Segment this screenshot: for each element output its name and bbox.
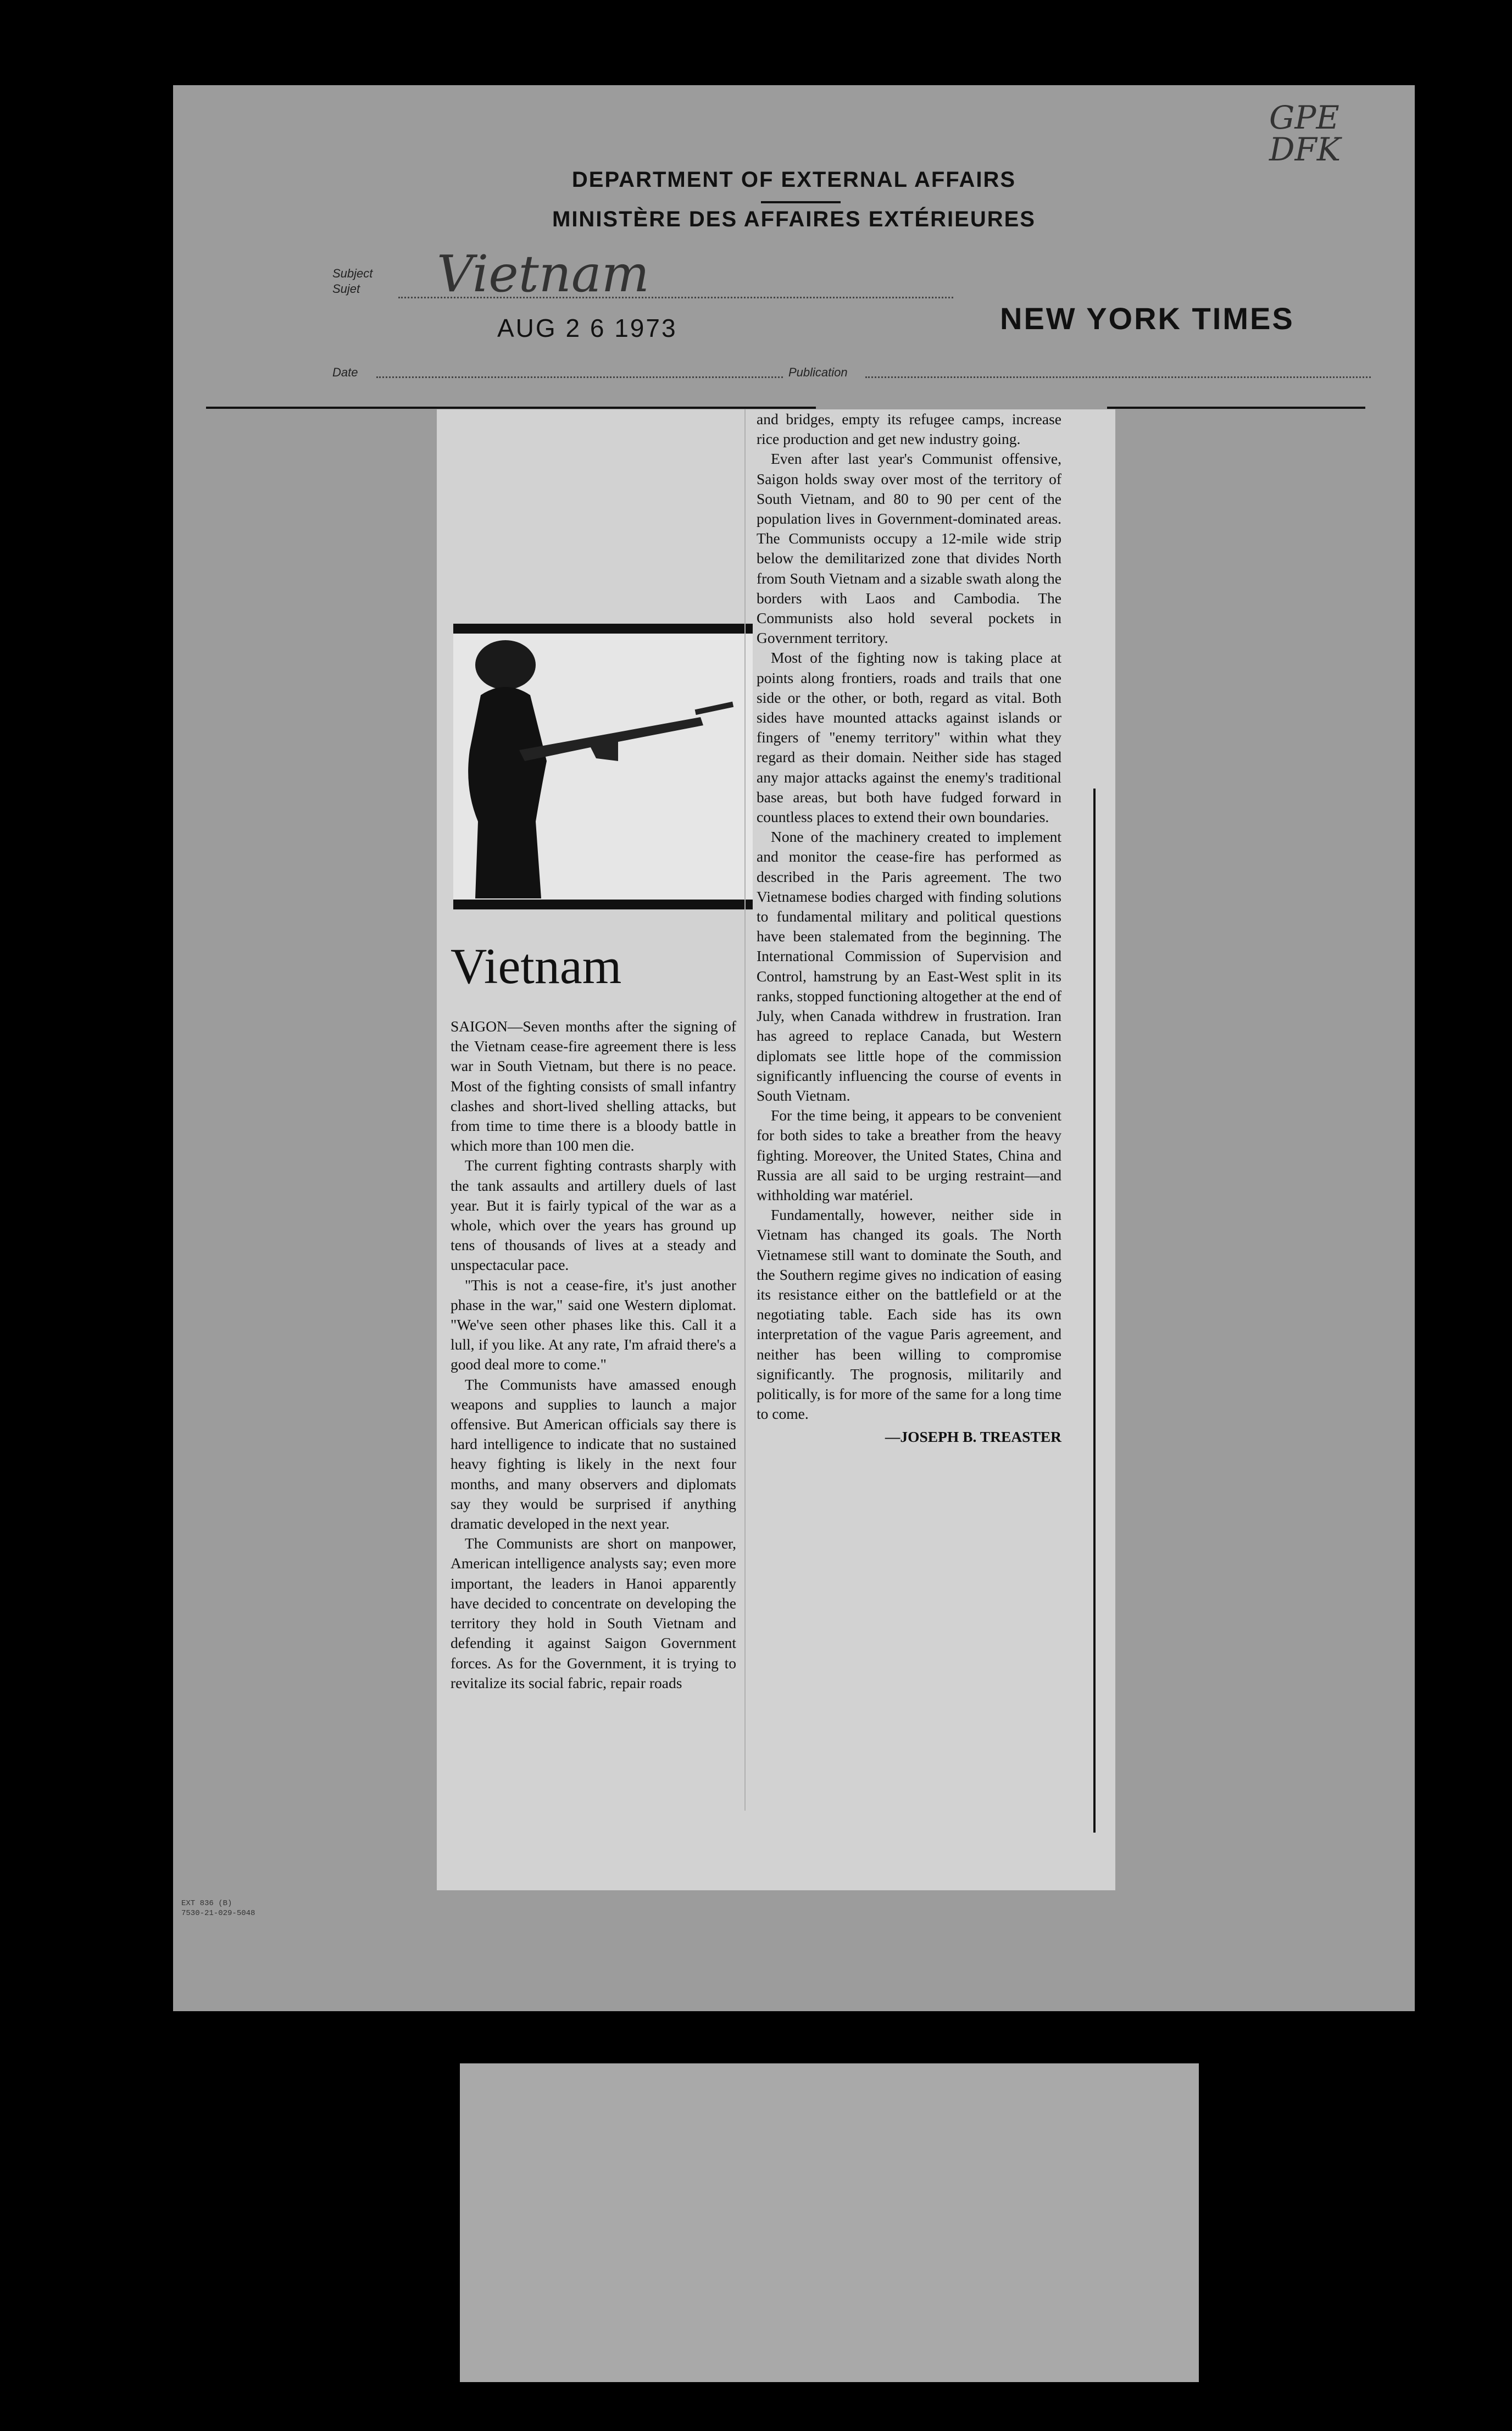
clipping-form-sheet <box>173 85 1415 2011</box>
separator-rule-right <box>1107 407 1365 409</box>
form-number <box>181 1899 255 1918</box>
publication-name: NEW YORK TIMES <box>1000 301 1294 336</box>
article-paragraph: Most of the fighting now is taking place at points along frontiers, roads and trails that one side or the other, or both, regard as vital. Both sides have mounted attacks against islands or fingers of "enemy territory" within what they regard as their domain. Neither side has staged any major attacks against the enemy's traditional base areas, but both have fudged forward in countless places to extend their own boundaries. <box>757 649 1061 826</box>
article-column-2 <box>757 409 1061 1447</box>
photo-bottom-rule <box>453 900 753 909</box>
subject-label-en: Subject <box>332 267 373 280</box>
form-number-line-2: 7530-21-029-5048 <box>181 1909 255 1918</box>
article-paragraph: "This is not a cease-fire, it's just another phase in the war," said one Western diplomat. "We've seen other phases like this. Call it a lull, if you like. At any rate, I'm afraid there's a good deal more to come." <box>451 1276 736 1373</box>
clipping-edge-shadow <box>1093 789 1096 1833</box>
separator-rule-left <box>206 407 816 409</box>
header-divider <box>761 201 841 203</box>
article-byline: —JOSEPH B. TREASTER <box>885 1428 1061 1446</box>
corner-handwritten-note: GPE DFK <box>1269 99 1341 168</box>
date-label: Date <box>332 365 358 379</box>
article-paragraph: Fundamentally, however, neither side in Vietnam has changed its goals. The North Vietnamese still want to dominate the South, and the Southern regime gives no indication of easing its resistance either on the battlefield or at the negotiating table. Each side has its own interpretation of the vague Paris agreement, and neither has been willing to compromise significantly. The prognosis, militarily and politically, is for more of the same for a long time to come. <box>757 1206 1061 1423</box>
soldier-silhouette-icon <box>453 624 753 909</box>
article-paragraph: The current fighting contrasts sharply with the tank assaults and artillery duels of last year. But it is fairly typical of the war as a whole, which over the years has ground up tens of thousands of lives at a steady and unspectacular pace. <box>451 1157 736 1274</box>
soldier-photo <box>453 624 753 909</box>
article-paragraph: The Communists are short on manpower, American intelligence analysts say; even more important, the leaders in Hanoi apparently have decided to concentrate on developing the territory they hold in South Vietnam and defending it against Saigon Government forces. As for the Government, it is trying to revitalize its social fabric, repair roads <box>451 1535 736 1691</box>
column-divider <box>744 409 746 1811</box>
subject-handwritten: Vietnam <box>437 245 650 303</box>
article-paragraph: The Communists have amassed enough weapons and supplies to launch a major offensive. But American officials say there is hard intelligence to indicate that no sustained heavy fighting is likely in the next four months, and many observers and diplomats say they would be surprised if anything dramatic developed in the next year. <box>451 1375 736 1533</box>
article-paragraph: Even after last year's Communist offensive, Saigon holds sway over most of the territory of South Vietnam, and 80 to 90 per cent of the population lives in Government-dominated areas. The Communists occupy a 12-mile wide strip below the demilitarized zone that divides North from South Vietnam and a sizable swath along the borders with Laos and Cambodia. The Communists also hold several pockets in Government territory. <box>757 450 1061 647</box>
subject-line <box>398 297 953 298</box>
date-stamp: AUG 2 6 1973 <box>497 314 677 342</box>
publication-line <box>865 376 1371 378</box>
article-paragraph: and bridges, empty its refugee camps, increase rice production and get new industry going. <box>757 410 1061 448</box>
article-paragraph: None of the machinery created to implement and monitor the cease-fire has performed as described in the Paris agreement. The two Vietnamese bodies charged with finding solutions to fundamental military and political questions have been stalemated from the beginning. The International Commission of Supervision and Control, hamstrung by an East-West split in its ranks, stopped functioning altogether at the end of July, when Canada withdrew in frustration. Iran has agreed to replace Canada, but Western diplomats see little hope of the commission significantly influencing the course of events in South Vietnam. <box>757 828 1061 1104</box>
date-line <box>376 376 783 378</box>
newspaper-clipping <box>437 409 1115 1890</box>
publication-label: Publication <box>788 365 848 379</box>
department-header-fr: MINISTÈRE DES AFFAIRES EXTÉRIEURES <box>552 207 1036 231</box>
blank-slip <box>460 2063 1199 2382</box>
department-header-en: DEPARTMENT OF EXTERNAL AFFAIRS <box>571 168 1016 192</box>
article-headline: Vietnam <box>451 938 622 994</box>
article-column-1 <box>451 1017 736 1693</box>
subject-label-fr: Sujet <box>332 282 360 296</box>
article-paragraph: For the time being, it appears to be convenient for both sides to take a breather from the heavy fighting. Moreover, the United States, China and Russia are all said to be urging restraint—and withholding war matériel. <box>757 1107 1061 1203</box>
article-paragraph: SAIGON—Seven months after the signing of the Vietnam cease-fire agreement there is less war in South Vietnam, but there is no peace. Most of the fighting consists of small infantry clashes and short-lived shelling attacks, but from time to time there is a bloody battle in which more than 100 men die. <box>451 1018 736 1155</box>
form-number-line-1: EXT 836 (B) <box>181 1899 232 1908</box>
